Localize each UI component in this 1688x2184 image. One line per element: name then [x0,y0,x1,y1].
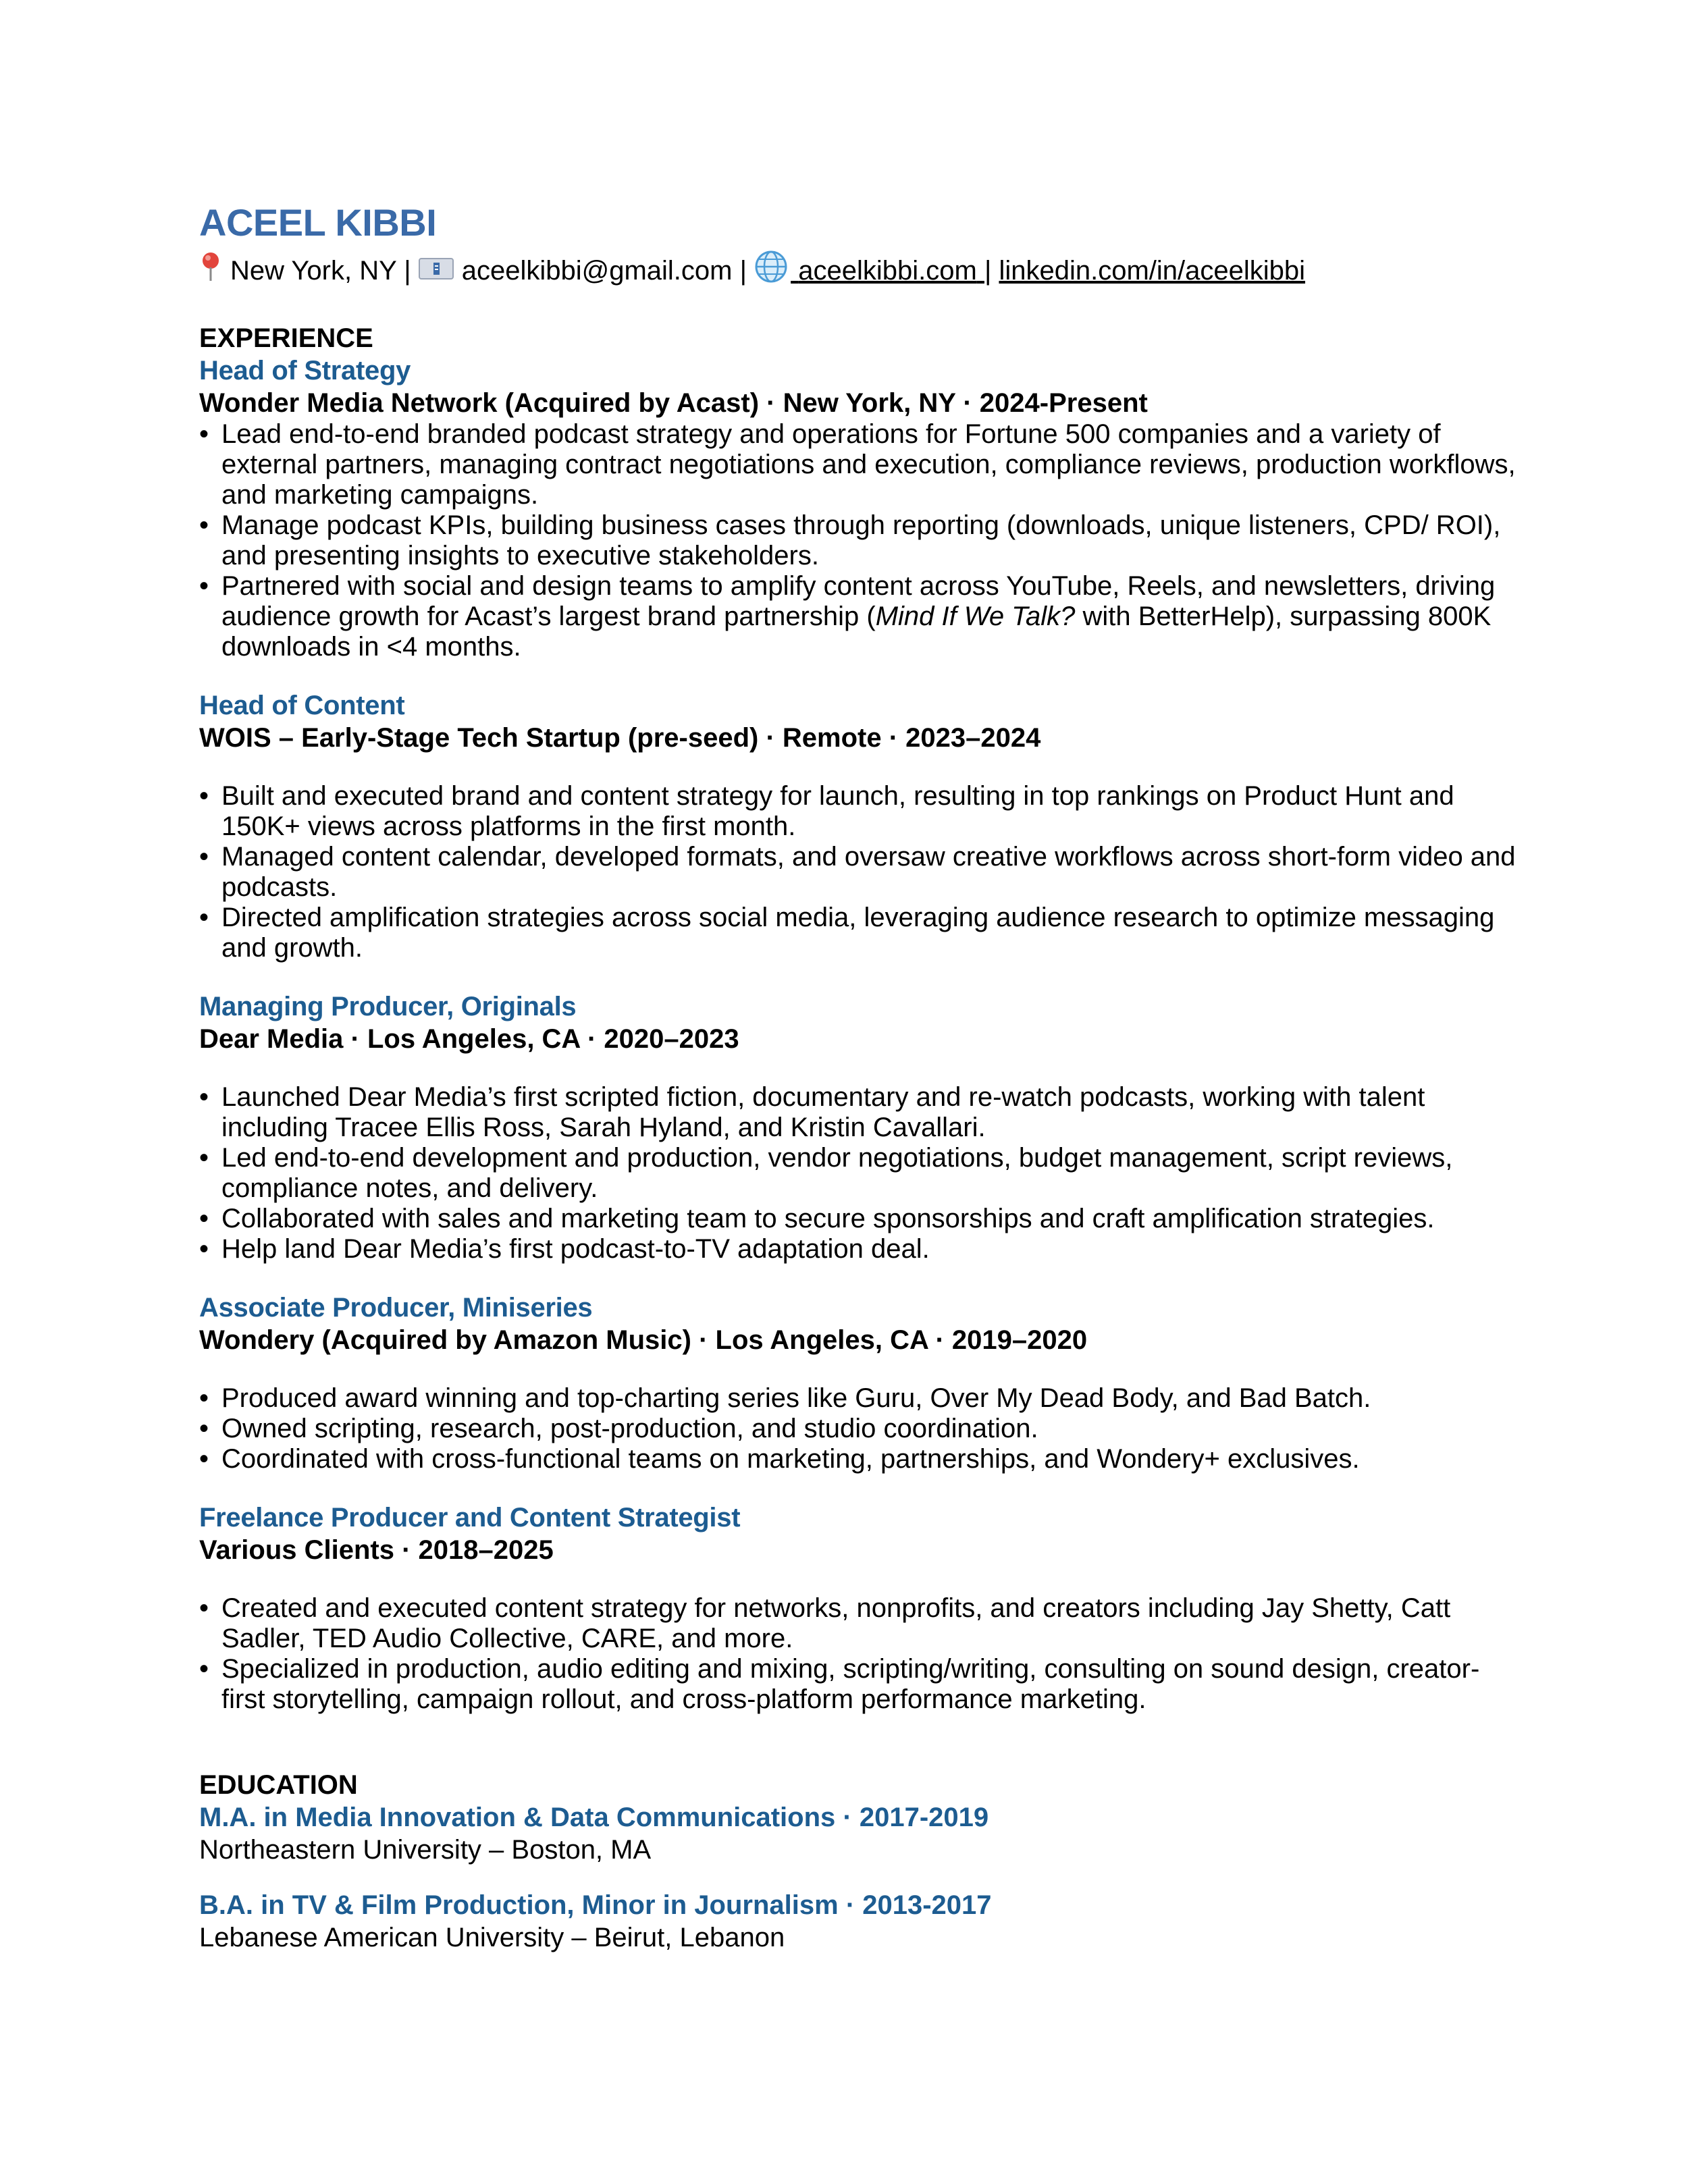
separator: | [984,256,992,286]
education-entry [199,1801,1516,1866]
list-item: • Created and executed content strategy for networks, nonprofits, and creators including Jay Shetty, Catt Sadler, TED Audio Collective, CARE, and more. [199,1593,1516,1654]
linkedin-link[interactable]: linkedin.com/in/aceelkibbi [999,256,1306,286]
list-item: • Partnered with social and design teams to amplify content across YouTube, Reels, and newsletters, driving audience growth for Acast’s largest brand partnership (Mind If We Talk? with BetterHelp), surpassing 800K downloads in <4 months. [199,571,1516,662]
education-heading: EDUCATION [199,1770,358,1800]
job-bullets [199,1593,1516,1715]
separator: | [739,256,747,286]
globe-icon [754,250,788,295]
job-meta: Wondery (Acquired by Amazon Music) · Los Angeles, CA · 2019–2020 [199,1325,1088,1355]
job-meta: WOIS – Early-Stage Tech Startup (pre-seed) · Remote · 2023–2024 [199,723,1041,753]
job-entry [199,1291,1516,1474]
school-name: Lebanese American University – Beirut, Lebanon [199,1923,785,1952]
list-item: • Owned scripting, research, post-production, and studio coordination. [199,1414,1516,1444]
job-title: Managing Producer, Originals [199,992,577,1021]
candidate-name: ACEEL KIBBI [199,201,437,244]
job-title: Freelance Producer and Content Strategist [199,1503,741,1533]
degree-title: B.A. in TV & Film Production, Minor in Journalism · 2013-2017 [199,1890,992,1920]
pin-icon [199,251,222,294]
degree-title: M.A. in Media Innovation & Data Communications · 2017-2019 [199,1803,989,1832]
resume-page [199,196,1516,1954]
podcast-title: Mind If We Talk? [875,602,1076,631]
contact-line [199,250,1516,295]
job-entry [199,689,1516,963]
list-item: • Built and executed brand and content strategy for launch, resulting in top rankings on Product Hunt and 150K+ views across platforms in the first month. [199,781,1516,842]
list-item: • Collaborated with sales and marketing team to secure sponsorships and craft amplification strategies. [199,1204,1516,1234]
job-bullets [199,1383,1516,1474]
list-item: • Led end-to-end development and production, vendor negotiations, budget management, script reviews, compliance notes, and delivery. [199,1143,1516,1204]
school-name: Northeastern University – Boston, MA [199,1835,652,1865]
job-bullets [199,419,1516,662]
job-title: Associate Producer, Miniseries [199,1293,593,1323]
website-link[interactable]: aceelkibbi.com [798,256,977,286]
list-item: • Lead end-to-end branded podcast strategy and operations for Fortune 500 companies and a variety of external partners, managing contract negotiations and execution, compliance reviews, production workflows, and marketing campaigns. [199,419,1516,510]
list-item: • Coordinated with cross-functional teams on marketing, partnerships, and Wondery+ exclusives. [199,1444,1516,1474]
list-item: • Specialized in production, audio editing and mixing, scripting/writing, consulting on sound design, creator-first storytelling, campaign rollout, and cross-platform performance marketing. [199,1654,1516,1715]
job-bullets [199,781,1516,963]
job-title: Head of Strategy [199,356,411,385]
email-icon [419,252,454,293]
email-text: aceelkibbi@gmail.com [461,256,733,286]
job-meta: Wonder Media Network (Acquired by Acast) · New York, NY · 2024-Present [199,388,1148,418]
job-bullets [199,1082,1516,1264]
experience-heading: EXPERIENCE [199,323,373,353]
list-item: • Managed content calendar, developed formats, and oversaw creative workflows across short-form video and podcasts. [199,842,1516,903]
list-item: • Manage podcast KPIs, building business cases through reporting (downloads, unique listeners, CPD/ ROI), and presenting insights to executive stakeholders. [199,510,1516,571]
job-entry [199,1501,1516,1715]
list-item: • Directed amplification strategies across social media, leveraging audience research to optimize messaging and growth. [199,903,1516,963]
job-entry [199,990,1516,1264]
list-item: • Help land Dear Media’s first podcast-to-TV adaptation deal. [199,1234,1516,1264]
job-meta: Dear Media · Los Angeles, CA · 2020–2023 [199,1024,739,1054]
separator: | [404,256,411,286]
job-title: Head of Content [199,691,405,720]
list-item: • Launched Dear Media’s first scripted fiction, documentary and re-watch podcasts, working with talent including Tracee Ellis Ross, Sarah Hyland, and Kristin Cavallari. [199,1082,1516,1143]
location-text: New York, NY [230,256,397,286]
education-entry [199,1889,1516,1954]
list-item: • Produced award winning and top-charting series like Guru, Over My Dead Body, and Bad Batch. [199,1383,1516,1414]
job-meta: Various Clients · 2018–2025 [199,1535,554,1565]
job-entry [199,354,1516,662]
